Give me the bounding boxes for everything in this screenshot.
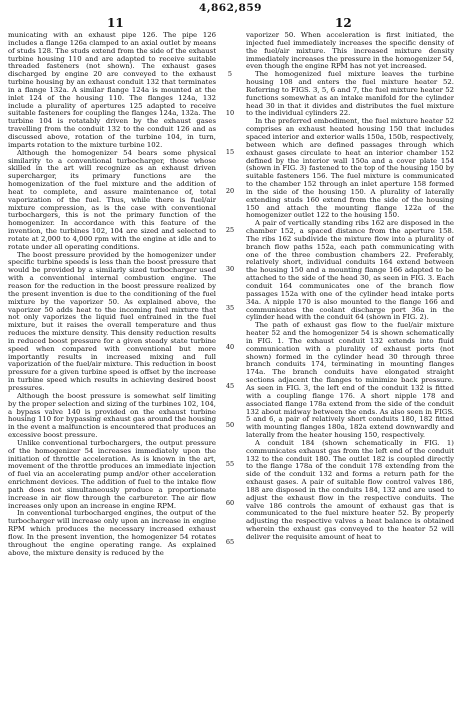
left-text-column <box>8 32 216 722</box>
line-number: 40 <box>225 343 235 351</box>
paragraph: In the preferred embodiment, the fuel mixture heater 52 comprises an exhaust heated housing 150 that includes spaced interior and exterior walls 150a, 150b, respectively, between which are defined passages through which exhaust gases circulate to heat an interior chamber 152 defined by the interior wall 150a and a cover plate 154 (shown in FIG. 3) fastened to the top of the housing 150 by suitable fasteners 156. The fuel mixture is communicated to the chamber 152 through an inlet aperture 158 formed in the side of the housing 150. A plurality of laterally extending studs 160 extend from the side of the housing 150 and attach the mounting flange 122a of the homogenizer outlet 122 to the housing 150. <box>246 117 454 220</box>
paragraph: Unlike conventional turbochargers, the output pressure of the homogenizer 54 increases immediately upon the initiation of throttle acceleration. As is known in the art, movement of the throttle produces an immediate injection of fuel via an accelerating pump and/or other acceleration enrichment devices. The addition of fuel to the intake flow path does not simultaneously produce a proportionate increase in air flow through the carburetor. The air flow increases only upon an increase in engine RPM. <box>8 438 216 510</box>
paragraph: The homogenized fuel mixture leaves the turbine housing 108 and enters the fuel mixture heater 52. Referring to FIGS. 3, 5, 6 and 7, the fuel mixture heater 52 functions somewhat as an intake manifold for the cylinder head 30 in that it divides and distributes the fuel mixture to the individual cylinders 22. <box>246 70 454 118</box>
patent-number: 4,862,859 <box>199 2 262 14</box>
paragraph: Although the homogenizer 54 bears some physical similarity to a conventional turbocharger, those whose skilled in the art will recognize as an exhaust driven supercharger, its primary functions are the homogenization of the fuel mixture and the addition of heat to complete, and assure maintenance of, total vaporization of the fuel. Thus, while there is fuel/air mixture compression, as is the case with conventional turbochargers, this is not the primary function of the homogenizer. In accordance with this feature of the invention, the turbines 102, 104 are sized and selected to rotate at 2,000 to 4,000 rpm with the engine at idle and to rotate under all operating conditions. <box>8 148 216 251</box>
paragraph: A conduit 184 (shown schematically in FIG. 1) communicates exhaust gas from the left end of the conduit 132 to the conduit 180. The outlet 182 is coupled directly to the flange 178a of the conduit 178 extending from the side of the conduit 132 and forms a return path for the exhaust gases. A pair of suitable flow control valves 186, 188 are disposed in the conduits 184, 132 and are used to adjust the exhaust flow in the respective conduits. The valve 186 controls the amount of exhaust gas that is communicated to the fuel mixture heater 52. By properly adjusting the respective valves a heat balance is obtained wherein the exhaust gas conveyed to the heater 52 will deliver the requisite amount of heat to <box>246 438 454 541</box>
left-column-number: 11 <box>107 16 124 30</box>
line-number: 10 <box>225 109 235 117</box>
line-number: 50 <box>225 421 235 429</box>
line-number: 5 <box>227 70 233 78</box>
paragraph: The boost pressure provided by the homogenizer under specific turbine speeds is less than the boost pressure that would be provided by a similarly sized turbocharger used with a conventional internal combustion engine. The reason for the reduction in the boost pressure realized by the present invention is due to the conditioning of the fuel mixture by the vaporizer 50. As explained above, the vaporizer 50 adds heat to the incoming fuel mixture that not only vaporizes the liquid fuel entrained in the fuel mixture, but it raises the overall temperature and thus reduces the mixture density. This density reduction results in reduced boost pressure for a given steady state turbine speed when compared with conventional but more importantly results in increased mixing and full vaporization of the fuel/air mixture. This reduction in boost pressure for a given turbine speed is offset by the increase in turbine speed which results in achieving desired boost pressures. <box>8 250 216 392</box>
line-number: 65 <box>225 538 235 546</box>
right-column-number: 12 <box>335 16 352 30</box>
line-number: 55 <box>225 460 235 468</box>
line-number: 30 <box>225 265 235 273</box>
line-number: 25 <box>225 226 235 234</box>
paragraph: municating with an exhaust pipe 126. The pipe 126 includes a flange 126a clamped to an axial outlet by means of studs 128. The studs extend from the side of the exhaust turbine housing 110 and are adapted to receive suitable threaded fasteners (not shown). The exhaust gases discharged by engine 20 are conveyed to the exhaust turbine housing by an exhaust conduit 132 that terminates in a flange 132a. A similar flange 124a is mounted at the inlet 124 of the housing 110. The flanges 124a, 132 include a plurality of apertures 125 adapted to receive suitable fasteners for coupling the flanges 124a, 132a. The turbine 104 is rotatably driven by the exhaust gases travelling from the conduit 132 to the conduit 126 and as discussed above, rotation of the turbine 104, in turn, imparts rotation to the mixture turbine 102. <box>8 32 216 149</box>
paragraph: Although the boost pressure is somewhat self limiting by the proper selection and sizing of the turbines 102, 104, a bypass valve 140 is provided on the exhaust turbine housing 110 for bypassing exhaust gas around the housing in the event a malfunction is encountered that produces an excessive boost pressure. <box>8 391 216 440</box>
paragraph: In conventional turbocharged engines, the output of the turbocharger will increase only upon an increase in engine RPM which produces the necessary increased exhaust flow. In the present invention, the homogenizer 54 rotates throughout the engine operating range. As explained above, the mixture density is reduced by the <box>8 509 216 557</box>
paragraph: The path of exhaust gas flow to the fuel/air mixture heater 52 and the homogenizer 54 is shown schematically in FIG. 1. The exhaust conduit 132 extends into fluid communication with a plurality of exhaust ports (not shown) formed in the cylinder head 30 through three branch conduits 174, terminating in mounting flanges 174a. The branch conduits have elongated straight sections adjacent the flanges to minimize back pressure. As seen in FIG. 3, the left end of the conduit 132 is fitted with a coupling flange 176. A short nipple 178 and associated flange 178a extend from the side of the conduit 132 about midway between the ends. As also seen in FIGS. 5 and 6, a pair of relatively short conduits 180, 182 fitted with mounting flanges 180a, 182a extend downwardly and laterally from the heater housing 150, respectively. <box>246 321 454 440</box>
paragraph: vaporizer 50. When acceleration is first initiated, the injected fuel immediately increases the specific density of the fuel/air mixture. This increased mixture density immediately increases the pressure in the homogenizer 54, even though the engine RPM has not yet increased. <box>246 32 454 71</box>
line-number: 60 <box>225 499 235 507</box>
paragraph: A pair of vertically standing ribs 162 are disposed in the chamber 152, a spaced distance from the aperture 158. The ribs 162 subdivide the mixture flow into a plurality of branch flow paths 152a, each path communicating with one of the three combustion chambers 22. Preferably, relatively short, individual conduits 164 extend between the housing 150 and a mounting flange 166 adapted to be attached to the side of the head 30, as seen in FIG. 3. Each conduit 164 communicates one of the branch flow passages 152a with one of the cylinder head intake ports 34a. A nipple 170 is also mounted to the flange 166 and communicates the coolant discharge port 36a in the cylinder head with the conduit 64 (shown in FIG. 2). <box>246 219 454 322</box>
line-number: 45 <box>225 382 235 390</box>
right-text-column <box>246 32 454 722</box>
line-number: 15 <box>225 148 235 156</box>
line-number: 35 <box>225 304 235 312</box>
line-number: 20 <box>225 187 235 195</box>
